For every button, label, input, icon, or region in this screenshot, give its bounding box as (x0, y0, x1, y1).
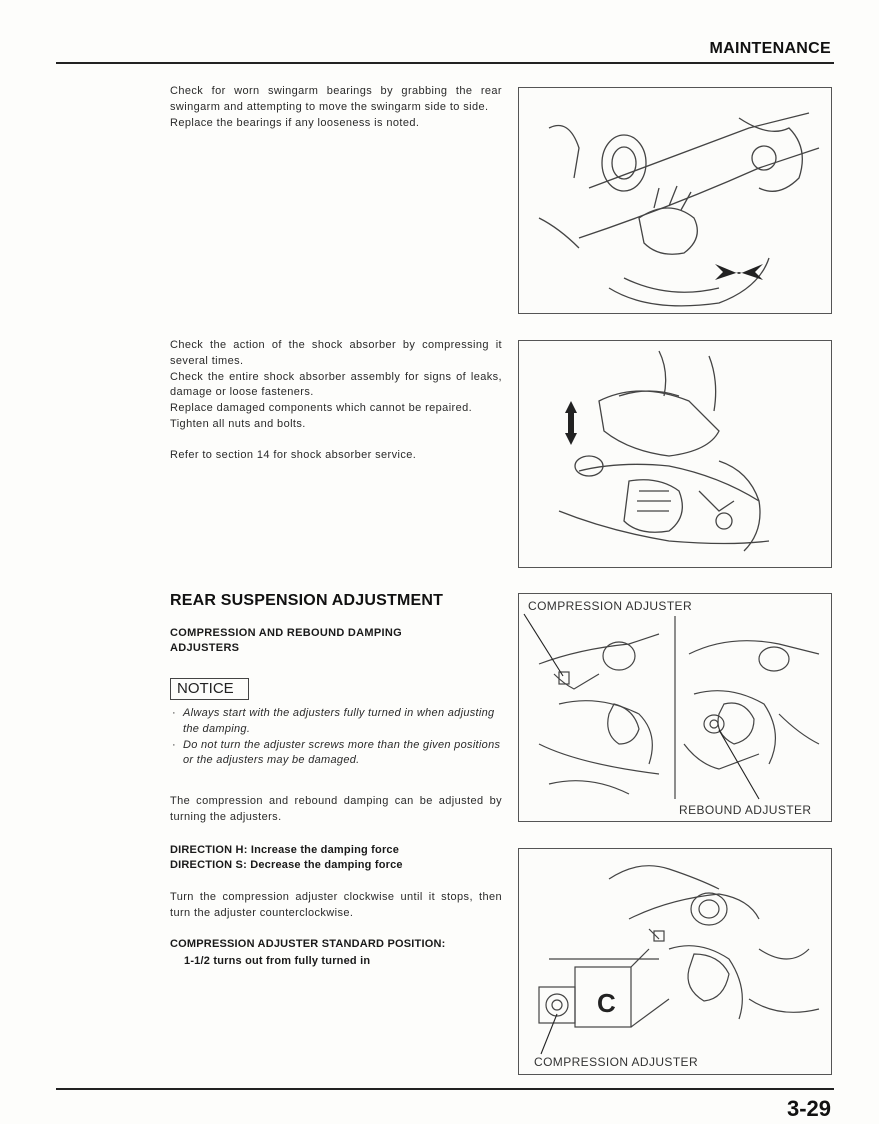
shock-illustration (519, 341, 831, 567)
shock-text (170, 338, 502, 464)
compression-detail-figure (518, 848, 832, 1075)
compression-detail-illustration (519, 849, 831, 1074)
rebound-leader-line (719, 730, 759, 799)
page-number: 3-29 (786, 1096, 831, 1121)
adjusters-figure (518, 593, 832, 822)
notice-item: · Always start with the adjusters fully turned in when adjusting the damping. (170, 706, 504, 738)
footer-rule (56, 1088, 834, 1090)
direction-h-text: DIRECTION H: Increase the damping force (170, 844, 400, 856)
compression-detail-leader-line (541, 1014, 557, 1054)
adjuster-dial-letter: C (597, 988, 616, 1018)
shock-action-text: Check the action of the shock absorber by compressing it several times. (170, 339, 502, 367)
turn-instruction-text: Turn the compression adjuster clockwise until it stops, then turn the adjuster counterclockwise. (170, 891, 502, 919)
direction-arrows-icon (715, 264, 763, 280)
swingarm-replace-text: Replace the bearings if any looseness is noted. (170, 116, 420, 129)
shock-tighten-text: Tighten all nuts and bolts. (170, 417, 306, 430)
section-header: MAINTENANCE (709, 40, 831, 57)
shock-leak-text: Check the entire shock absorber assembly for signs of leaks, damage or loose fasteners. (170, 370, 502, 399)
notice-item: · Do not turn the adjuster screws more than the given positions or the adjusters may be damaged. (170, 738, 504, 770)
swingarm-check-text: Check for worn swingarm bearings by grabbing the rear swingarm and attempting to move the swingarm side to side. (170, 85, 502, 113)
notice-list (170, 706, 504, 769)
compression-detail-label: COMPRESSION ADJUSTER (534, 1055, 699, 1069)
swingarm-illustration (519, 88, 831, 313)
standard-position-value: 1-1/2 turns out from fully turned in (184, 955, 371, 967)
adjuster-intro-text: The compression and rebound damping can be adjusted by turning the adjusters. (170, 795, 502, 823)
section-title: REAR SUSPENSION ADJUSTMENT (170, 592, 444, 609)
header-rule (56, 62, 834, 64)
swingarm-figure (518, 87, 832, 314)
compression-adjuster-label: COMPRESSION ADJUSTER (528, 599, 693, 613)
direction-s-text: DIRECTION S: Decrease the damping force (170, 859, 403, 871)
notice-label: NOTICE (170, 678, 249, 700)
shock-refer-text: Refer to section 14 for shock absorber service. (170, 448, 417, 461)
section-subtitle: COMPRESSION AND REBOUND DAMPING ADJUSTERS (170, 627, 402, 654)
shock-replace-text: Replace damaged components which cannot be repaired. (170, 402, 473, 415)
standard-position-heading: COMPRESSION ADJUSTER STANDARD POSITION: (170, 938, 446, 950)
rebound-adjuster-label: REBOUND ADJUSTER (679, 803, 812, 817)
adjusters-illustration (519, 594, 831, 821)
compression-leader-line (524, 614, 563, 676)
swingarm-text (170, 84, 502, 131)
compress-arrow-icon (565, 401, 577, 445)
shock-figure (518, 340, 832, 568)
